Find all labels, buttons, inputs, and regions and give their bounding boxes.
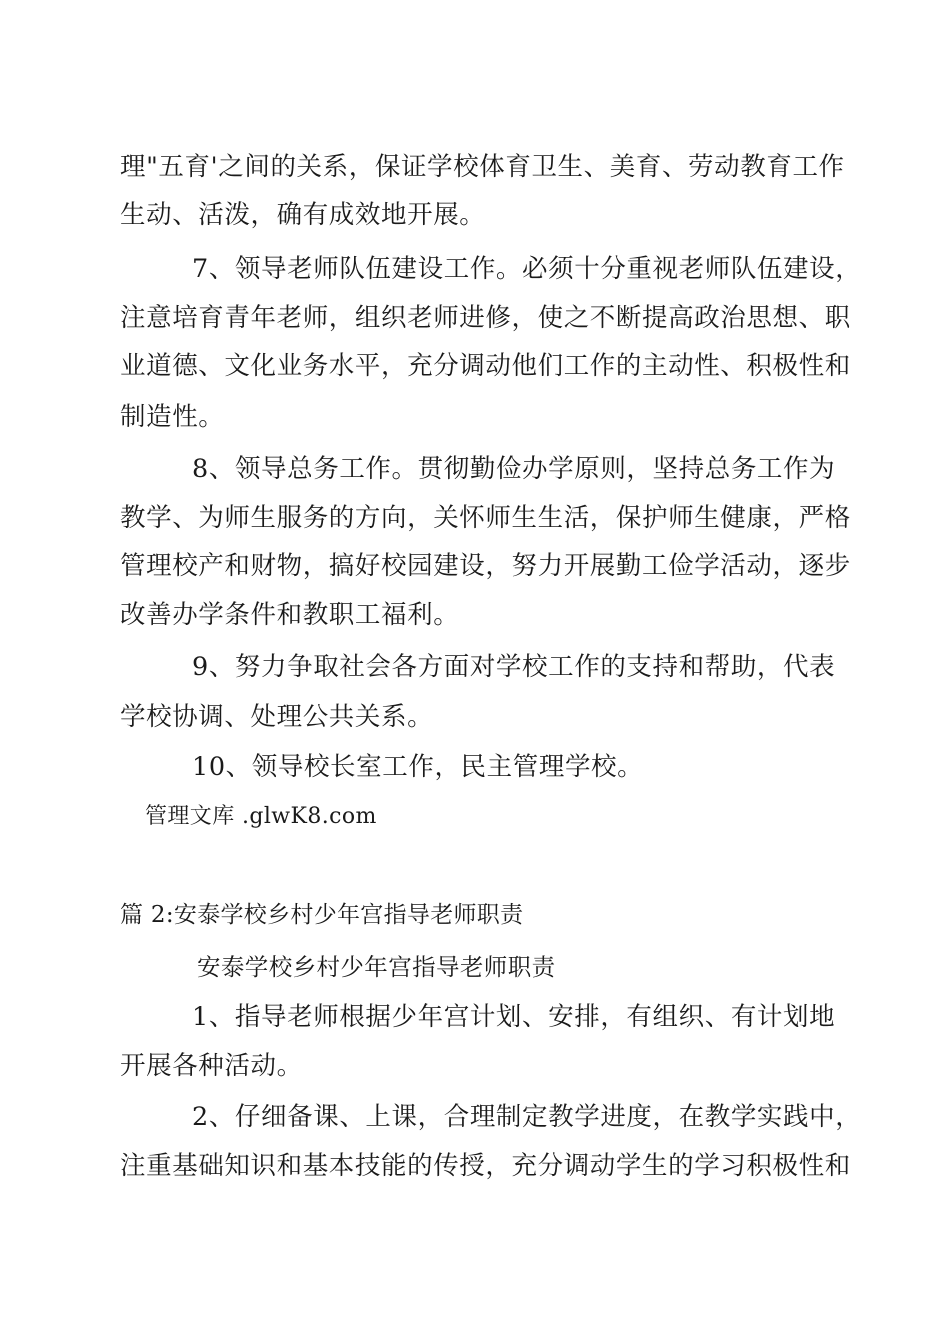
- paragraph-line: 学校协调、处理公共关系。: [120, 702, 434, 732]
- paragraph-line: 9、努力争取社会各方面对学校工作的支持和帮助，代表: [192, 652, 836, 682]
- paragraph-line: 教学、为师生服务的方向，关怀师生生活，保护师生健康，严格: [120, 503, 851, 533]
- paragraph-line: 10、领导校长室工作，民主管理学校。: [192, 752, 644, 782]
- paragraph-line: 8、领导总务工作。贯彻勤俭办学原则，坚持总务工作为: [192, 454, 836, 484]
- section-subtitle: 安泰学校乡村少年宫指导老师职责: [197, 953, 556, 981]
- section-heading: 篇 2:安泰学校乡村少年宫指导老师职责: [120, 902, 524, 928]
- paragraph-line: 1、指导老师根据少年宫计划、安排，有组织、有计划地: [192, 1002, 836, 1032]
- paragraph-line: 制造性。: [120, 402, 225, 432]
- paragraph-line: 管理校产和财物，搞好校园建设，努力开展勤工俭学活动，逐步: [120, 551, 851, 581]
- paragraph-line: 改善办学条件和教职工福利。: [120, 600, 460, 630]
- paragraph-line: 理"五育'之间的关系，保证学校体育卫生、美育、劳动教育工作: [120, 152, 845, 182]
- paragraph-line: 业道德、文化业务水平，充分调动他们工作的主动性、积极性和: [120, 351, 851, 381]
- paragraph-line: 2、仔细备课、上课，合理制定教学进度，在教学实践中，: [192, 1102, 862, 1132]
- paragraph-line: 开展各种活动。: [120, 1051, 303, 1081]
- paragraph-line: 生动、活泼，确有成效地开展。: [120, 200, 486, 230]
- paragraph-line: 7、领导老师队伍建设工作。必须十分重视老师队伍建设，: [192, 254, 862, 284]
- paragraph-line: 注意培育青年老师，组织老师进修，使之不断提高政治思想、职: [120, 303, 851, 333]
- paragraph-line: 注重基础知识和基本技能的传授，充分调动学生的学习积极性和: [120, 1151, 851, 1181]
- watermark-text: 管理文库 .glwK8.com: [145, 804, 377, 829]
